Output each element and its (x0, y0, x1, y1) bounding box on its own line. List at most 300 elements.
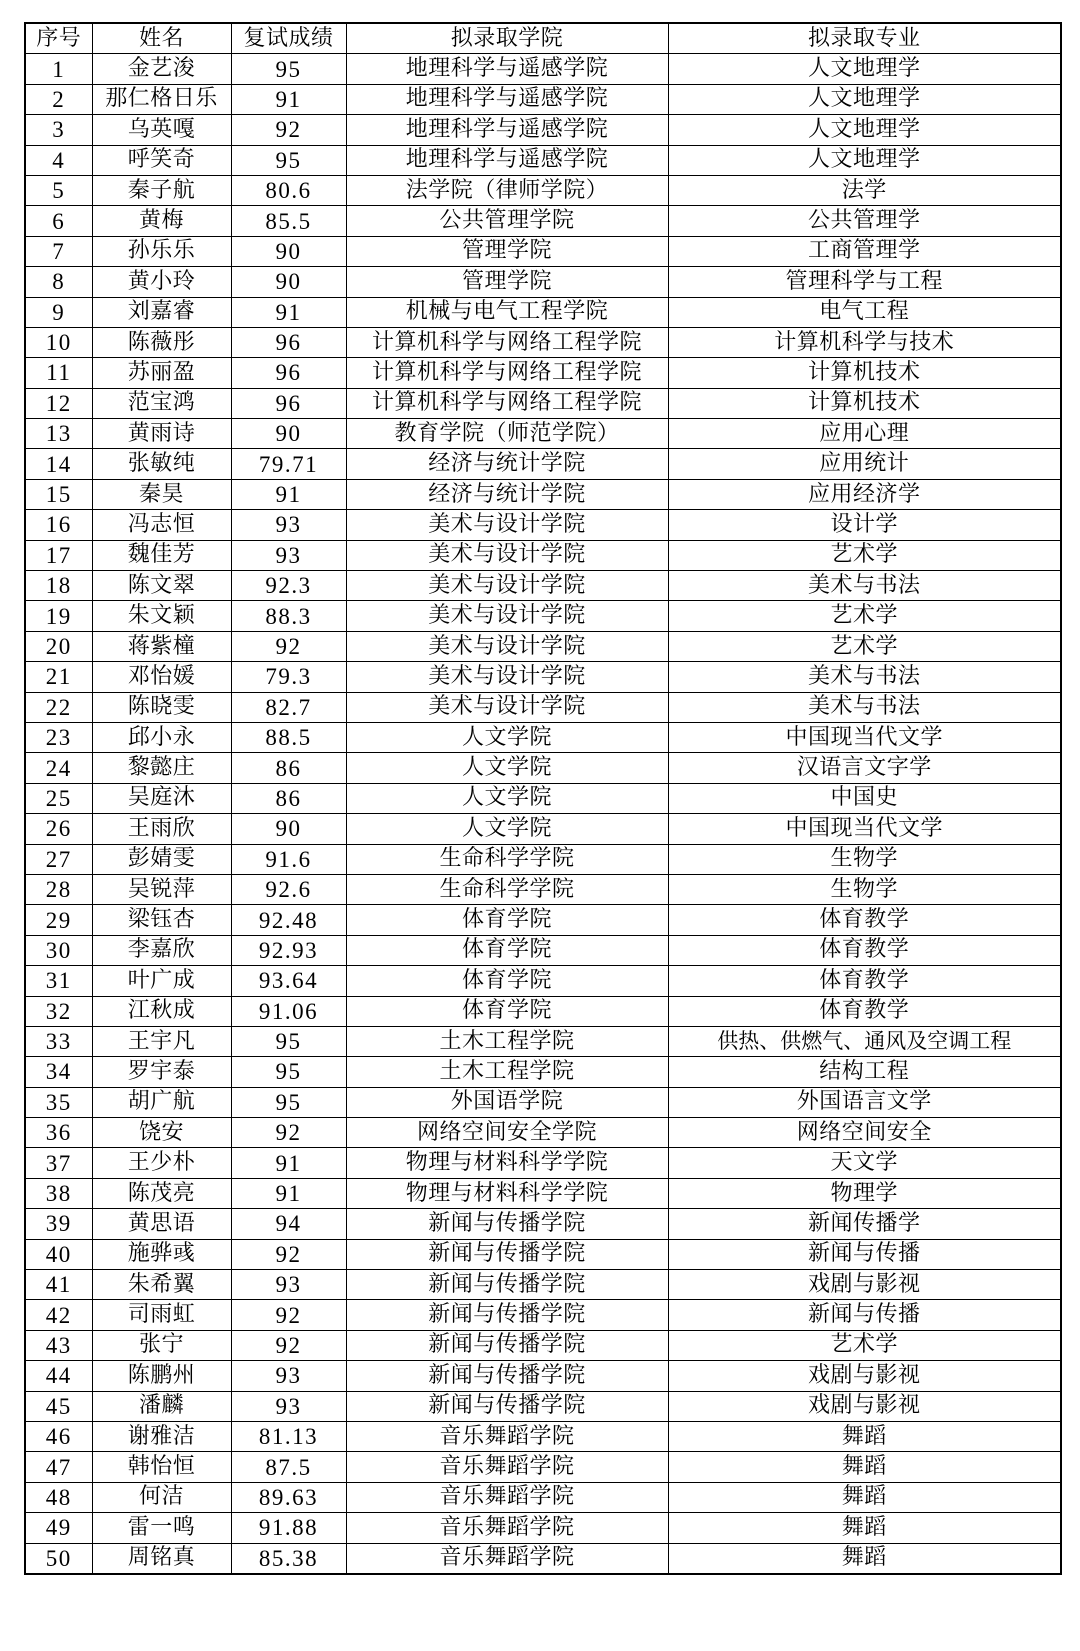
cell-college: 新闻与传播学院 (346, 1209, 668, 1239)
cell-major: 中国现当代文学 (668, 722, 1061, 752)
cell-score: 81.13 (231, 1421, 346, 1451)
cell-college: 音乐舞蹈学院 (346, 1452, 668, 1482)
cell-major: 物理学 (668, 1178, 1061, 1208)
cell-major: 艺术学 (668, 1330, 1061, 1360)
cell-score: 90 (231, 814, 346, 844)
cell-score: 91 (231, 479, 346, 509)
cell-no: 9 (25, 297, 92, 327)
cell-college: 机械与电气工程学院 (346, 297, 668, 327)
table-row (25, 115, 1061, 145)
cell-name: 朱文颖 (92, 601, 231, 631)
table-row (25, 175, 1061, 205)
cell-no: 30 (25, 935, 92, 965)
table-row (25, 1178, 1061, 1208)
cell-score: 91 (231, 1148, 346, 1178)
cell-score: 92 (231, 1330, 346, 1360)
cell-name: 苏丽盈 (92, 358, 231, 388)
cell-name: 潘麟 (92, 1391, 231, 1421)
cell-name: 饶安 (92, 1118, 231, 1148)
cell-college: 土木工程学院 (346, 1026, 668, 1056)
cell-college: 土木工程学院 (346, 1057, 668, 1087)
cell-name: 胡广航 (92, 1087, 231, 1117)
table-row (25, 1513, 1061, 1543)
cell-major: 应用心理 (668, 419, 1061, 449)
cell-no: 36 (25, 1118, 92, 1148)
cell-major: 美术与书法 (668, 662, 1061, 692)
table-row (25, 1361, 1061, 1391)
cell-no: 6 (25, 206, 92, 236)
cell-score: 92 (231, 1118, 346, 1148)
cell-college: 新闻与传播学院 (346, 1270, 668, 1300)
cell-college: 计算机科学与网络工程学院 (346, 358, 668, 388)
cell-name: 吴锐萍 (92, 874, 231, 904)
cell-college: 计算机科学与网络工程学院 (346, 327, 668, 357)
cell-major: 应用经济学 (668, 479, 1061, 509)
admission-table (24, 22, 1062, 1575)
cell-college: 地理科学与遥感学院 (346, 54, 668, 84)
cell-college: 物理与材料科学学院 (346, 1148, 668, 1178)
cell-score: 79.71 (231, 449, 346, 479)
cell-score: 90 (231, 267, 346, 297)
table-row (25, 1087, 1061, 1117)
cell-college: 美术与设计学院 (346, 662, 668, 692)
table-row (25, 1391, 1061, 1421)
cell-college: 网络空间安全学院 (346, 1118, 668, 1148)
table-row (25, 358, 1061, 388)
cell-no: 5 (25, 175, 92, 205)
cell-score: 91 (231, 84, 346, 114)
cell-college: 音乐舞蹈学院 (346, 1482, 668, 1512)
table-row (25, 388, 1061, 418)
cell-name: 魏佳芳 (92, 540, 231, 570)
cell-score: 92 (231, 631, 346, 661)
cell-score: 91.6 (231, 844, 346, 874)
cell-name: 李嘉欣 (92, 935, 231, 965)
cell-no: 33 (25, 1026, 92, 1056)
cell-major: 工商管理学 (668, 236, 1061, 266)
table-row (25, 1330, 1061, 1360)
cell-no: 49 (25, 1513, 92, 1543)
cell-name: 江秋成 (92, 996, 231, 1026)
cell-name: 王宇凡 (92, 1026, 231, 1056)
cell-college: 生命科学学院 (346, 844, 668, 874)
cell-major: 应用统计 (668, 449, 1061, 479)
cell-score: 88.3 (231, 601, 346, 631)
cell-score: 89.63 (231, 1482, 346, 1512)
cell-name: 蒋紫橦 (92, 631, 231, 661)
table-row (25, 874, 1061, 904)
cell-college: 音乐舞蹈学院 (346, 1543, 668, 1574)
table-row (25, 1300, 1061, 1330)
cell-no: 26 (25, 814, 92, 844)
cell-major: 艺术学 (668, 540, 1061, 570)
cell-college: 地理科学与遥感学院 (346, 145, 668, 175)
cell-score: 92 (231, 115, 346, 145)
cell-major: 舞蹈 (668, 1513, 1061, 1543)
cell-major: 体育教学 (668, 996, 1061, 1026)
cell-no: 50 (25, 1543, 92, 1574)
cell-name: 陈鹏州 (92, 1361, 231, 1391)
cell-name: 王少朴 (92, 1148, 231, 1178)
cell-college: 美术与设计学院 (346, 601, 668, 631)
cell-college: 地理科学与遥感学院 (346, 115, 668, 145)
cell-college: 美术与设计学院 (346, 692, 668, 722)
cell-no: 19 (25, 601, 92, 631)
cell-score: 93 (231, 1361, 346, 1391)
header-no: 序号 (25, 23, 92, 54)
cell-no: 21 (25, 662, 92, 692)
cell-name: 邓怡媛 (92, 662, 231, 692)
cell-no: 44 (25, 1361, 92, 1391)
cell-college: 体育学院 (346, 905, 668, 935)
cell-name: 那仁格日乐 (92, 84, 231, 114)
cell-no: 34 (25, 1057, 92, 1087)
cell-name: 彭婧雯 (92, 844, 231, 874)
table-row (25, 631, 1061, 661)
cell-name: 梁钰杏 (92, 905, 231, 935)
cell-major: 人文地理学 (668, 115, 1061, 145)
cell-no: 41 (25, 1270, 92, 1300)
cell-major: 戏剧与影视 (668, 1391, 1061, 1421)
cell-college: 管理学院 (346, 267, 668, 297)
cell-name: 张敏纯 (92, 449, 231, 479)
cell-no: 17 (25, 540, 92, 570)
cell-major: 美术与书法 (668, 571, 1061, 601)
cell-name: 陈薇彤 (92, 327, 231, 357)
cell-college: 新闻与传播学院 (346, 1300, 668, 1330)
table-row (25, 571, 1061, 601)
cell-no: 1 (25, 54, 92, 84)
cell-college: 外国语学院 (346, 1087, 668, 1117)
cell-score: 86 (231, 783, 346, 813)
table-row (25, 662, 1061, 692)
cell-major: 舞蹈 (668, 1452, 1061, 1482)
cell-score: 96 (231, 358, 346, 388)
cell-score: 92.48 (231, 905, 346, 935)
cell-major: 设计学 (668, 510, 1061, 540)
cell-score: 92.93 (231, 935, 346, 965)
cell-score: 93 (231, 1391, 346, 1421)
cell-major: 中国现当代文学 (668, 814, 1061, 844)
cell-college: 音乐舞蹈学院 (346, 1513, 668, 1543)
table-row (25, 1452, 1061, 1482)
cell-no: 39 (25, 1209, 92, 1239)
cell-major: 计算机技术 (668, 388, 1061, 418)
cell-score: 85.38 (231, 1543, 346, 1574)
cell-major: 外国语言文学 (668, 1087, 1061, 1117)
cell-name: 何洁 (92, 1482, 231, 1512)
cell-major: 电气工程 (668, 297, 1061, 327)
table-row (25, 479, 1061, 509)
cell-name: 黄梅 (92, 206, 231, 236)
cell-major: 戏剧与影视 (668, 1361, 1061, 1391)
table-row (25, 966, 1061, 996)
cell-score: 93 (231, 540, 346, 570)
cell-score: 88.5 (231, 722, 346, 752)
cell-college: 新闻与传播学院 (346, 1330, 668, 1360)
cell-college: 人文学院 (346, 722, 668, 752)
cell-major: 体育教学 (668, 966, 1061, 996)
cell-score: 86 (231, 753, 346, 783)
cell-name: 张宁 (92, 1330, 231, 1360)
table-row (25, 1209, 1061, 1239)
cell-no: 45 (25, 1391, 92, 1421)
table-row (25, 1482, 1061, 1512)
cell-college: 人文学院 (346, 814, 668, 844)
cell-name: 陈晓雯 (92, 692, 231, 722)
cell-college: 新闻与传播学院 (346, 1391, 668, 1421)
cell-major: 管理科学与工程 (668, 267, 1061, 297)
cell-name: 乌英嘎 (92, 115, 231, 145)
cell-no: 16 (25, 510, 92, 540)
cell-name: 黎懿庄 (92, 753, 231, 783)
cell-score: 80.6 (231, 175, 346, 205)
cell-no: 15 (25, 479, 92, 509)
cell-no: 28 (25, 874, 92, 904)
cell-major: 艺术学 (668, 601, 1061, 631)
cell-major: 舞蹈 (668, 1421, 1061, 1451)
cell-name: 陈文翠 (92, 571, 231, 601)
cell-score: 90 (231, 236, 346, 266)
cell-score: 92 (231, 1300, 346, 1330)
cell-no: 43 (25, 1330, 92, 1360)
cell-major: 计算机科学与技术 (668, 327, 1061, 357)
cell-name: 施骅彧 (92, 1239, 231, 1269)
table-row (25, 510, 1061, 540)
table-body (25, 54, 1061, 1574)
table-row (25, 1239, 1061, 1269)
table-row (25, 236, 1061, 266)
cell-college: 美术与设计学院 (346, 571, 668, 601)
table-row (25, 844, 1061, 874)
table-row (25, 54, 1061, 84)
table-row (25, 783, 1061, 813)
cell-name: 秦子航 (92, 175, 231, 205)
cell-no: 20 (25, 631, 92, 661)
table-row (25, 996, 1061, 1026)
table-header (25, 23, 1061, 54)
cell-name: 秦昊 (92, 479, 231, 509)
cell-no: 37 (25, 1148, 92, 1178)
table-row (25, 905, 1061, 935)
cell-score: 95 (231, 1087, 346, 1117)
cell-score: 90 (231, 419, 346, 449)
cell-no: 31 (25, 966, 92, 996)
cell-no: 40 (25, 1239, 92, 1269)
cell-college: 美术与设计学院 (346, 510, 668, 540)
cell-major: 法学 (668, 175, 1061, 205)
header-row (25, 23, 1061, 54)
cell-name: 朱希翼 (92, 1270, 231, 1300)
cell-major: 人文地理学 (668, 54, 1061, 84)
table-row (25, 145, 1061, 175)
cell-name: 黄小玲 (92, 267, 231, 297)
cell-major: 天文学 (668, 1148, 1061, 1178)
table-row (25, 267, 1061, 297)
table-row (25, 206, 1061, 236)
cell-major: 戏剧与影视 (668, 1270, 1061, 1300)
cell-score: 87.5 (231, 1452, 346, 1482)
cell-major: 人文地理学 (668, 84, 1061, 114)
cell-name: 刘嘉睿 (92, 297, 231, 327)
cell-no: 22 (25, 692, 92, 722)
cell-major: 新闻与传播 (668, 1300, 1061, 1330)
table-row (25, 1543, 1061, 1574)
cell-score: 93 (231, 510, 346, 540)
cell-no: 46 (25, 1421, 92, 1451)
cell-no: 12 (25, 388, 92, 418)
cell-score: 85.5 (231, 206, 346, 236)
cell-college: 法学院（律师学院） (346, 175, 668, 205)
cell-score: 96 (231, 388, 346, 418)
cell-college: 音乐舞蹈学院 (346, 1421, 668, 1451)
cell-major: 新闻传播学 (668, 1209, 1061, 1239)
cell-college: 美术与设计学院 (346, 540, 668, 570)
cell-name: 韩怡恒 (92, 1452, 231, 1482)
cell-no: 4 (25, 145, 92, 175)
cell-college: 物理与材料科学学院 (346, 1178, 668, 1208)
cell-name: 范宝鸿 (92, 388, 231, 418)
cell-score: 92.6 (231, 874, 346, 904)
cell-major: 人文地理学 (668, 145, 1061, 175)
cell-major: 生物学 (668, 874, 1061, 904)
table-row (25, 753, 1061, 783)
cell-no: 32 (25, 996, 92, 1026)
cell-no: 27 (25, 844, 92, 874)
cell-major: 结构工程 (668, 1057, 1061, 1087)
cell-name: 孙乐乐 (92, 236, 231, 266)
cell-no: 29 (25, 905, 92, 935)
cell-name: 黄思语 (92, 1209, 231, 1239)
table-row (25, 1118, 1061, 1148)
table-row (25, 722, 1061, 752)
cell-major: 公共管理学 (668, 206, 1061, 236)
cell-name: 谢雅洁 (92, 1421, 231, 1451)
cell-no: 18 (25, 571, 92, 601)
cell-major: 计算机技术 (668, 358, 1061, 388)
table-row (25, 540, 1061, 570)
cell-no: 7 (25, 236, 92, 266)
table-row (25, 1421, 1061, 1451)
cell-score: 95 (231, 145, 346, 175)
cell-no: 13 (25, 419, 92, 449)
cell-no: 23 (25, 722, 92, 752)
cell-name: 周铭真 (92, 1543, 231, 1574)
cell-score: 82.7 (231, 692, 346, 722)
admission-list-sheet (24, 22, 1060, 1575)
cell-no: 25 (25, 783, 92, 813)
table-row (25, 692, 1061, 722)
cell-major: 美术与书法 (668, 692, 1061, 722)
cell-no: 8 (25, 267, 92, 297)
cell-college: 经济与统计学院 (346, 479, 668, 509)
cell-name: 罗宇泰 (92, 1057, 231, 1087)
cell-major: 网络空间安全 (668, 1118, 1061, 1148)
cell-college: 体育学院 (346, 996, 668, 1026)
cell-major: 舞蹈 (668, 1482, 1061, 1512)
cell-name: 王雨欣 (92, 814, 231, 844)
cell-college: 美术与设计学院 (346, 631, 668, 661)
cell-no: 10 (25, 327, 92, 357)
cell-college: 经济与统计学院 (346, 449, 668, 479)
cell-name: 呼笑奇 (92, 145, 231, 175)
table-row (25, 297, 1061, 327)
cell-score: 92 (231, 1239, 346, 1269)
cell-name: 叶广成 (92, 966, 231, 996)
cell-college: 人文学院 (346, 753, 668, 783)
cell-major: 生物学 (668, 844, 1061, 874)
cell-name: 司雨虹 (92, 1300, 231, 1330)
cell-score: 95 (231, 1026, 346, 1056)
cell-college: 计算机科学与网络工程学院 (346, 388, 668, 418)
cell-name: 雷一鸣 (92, 1513, 231, 1543)
table-row (25, 327, 1061, 357)
cell-name: 邱小永 (92, 722, 231, 752)
cell-no: 2 (25, 84, 92, 114)
table-row (25, 419, 1061, 449)
cell-college: 人文学院 (346, 783, 668, 813)
cell-no: 24 (25, 753, 92, 783)
table-row (25, 1026, 1061, 1056)
cell-major: 艺术学 (668, 631, 1061, 661)
cell-major: 体育教学 (668, 935, 1061, 965)
header-major: 拟录取专业 (668, 23, 1061, 54)
cell-score: 95 (231, 54, 346, 84)
cell-no: 42 (25, 1300, 92, 1330)
cell-no: 11 (25, 358, 92, 388)
cell-college: 公共管理学院 (346, 206, 668, 236)
cell-major: 中国史 (668, 783, 1061, 813)
cell-college: 管理学院 (346, 236, 668, 266)
cell-major: 舞蹈 (668, 1543, 1061, 1574)
cell-major: 供热、供燃气、通风及空调工程 (668, 1026, 1061, 1056)
table-row (25, 814, 1061, 844)
cell-major: 体育教学 (668, 905, 1061, 935)
cell-college: 教育学院（师范学院） (346, 419, 668, 449)
cell-no: 3 (25, 115, 92, 145)
cell-name: 吴庭沐 (92, 783, 231, 813)
table-row (25, 935, 1061, 965)
cell-name: 金艺浚 (92, 54, 231, 84)
cell-no: 35 (25, 1087, 92, 1117)
table-row (25, 1270, 1061, 1300)
cell-college: 新闻与传播学院 (346, 1361, 668, 1391)
header-name: 姓名 (92, 23, 231, 54)
cell-score: 93.64 (231, 966, 346, 996)
cell-score: 91.88 (231, 1513, 346, 1543)
cell-college: 新闻与传播学院 (346, 1239, 668, 1269)
cell-score: 92.3 (231, 571, 346, 601)
cell-no: 38 (25, 1178, 92, 1208)
cell-score: 94 (231, 1209, 346, 1239)
cell-score: 96 (231, 327, 346, 357)
cell-major: 新闻与传播 (668, 1239, 1061, 1269)
cell-college: 地理科学与遥感学院 (346, 84, 668, 114)
table-row (25, 601, 1061, 631)
cell-college: 体育学院 (346, 966, 668, 996)
cell-score: 91 (231, 297, 346, 327)
cell-name: 陈茂亮 (92, 1178, 231, 1208)
cell-score: 91 (231, 1178, 346, 1208)
cell-no: 48 (25, 1482, 92, 1512)
cell-college: 体育学院 (346, 935, 668, 965)
cell-name: 冯志恒 (92, 510, 231, 540)
table-row (25, 449, 1061, 479)
cell-no: 14 (25, 449, 92, 479)
cell-score: 91.06 (231, 996, 346, 1026)
cell-score: 93 (231, 1270, 346, 1300)
table-row (25, 84, 1061, 114)
